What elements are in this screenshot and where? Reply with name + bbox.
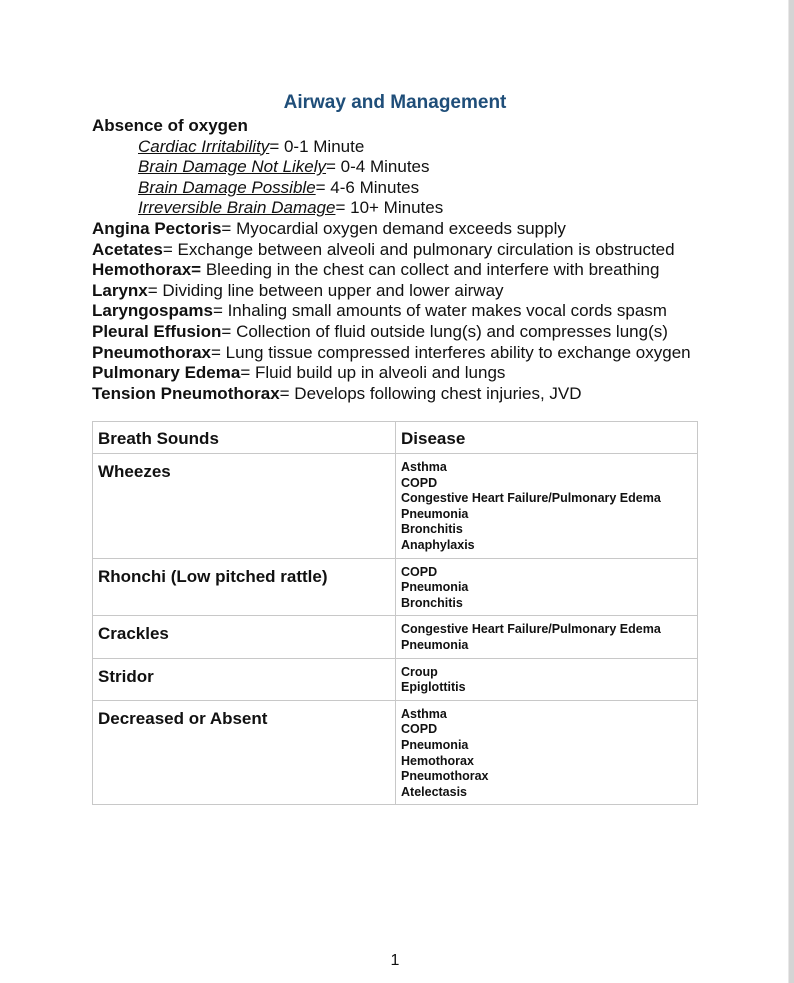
definition-term: Angina Pectoris (92, 218, 222, 238)
disease-item: COPD (401, 564, 438, 579)
definition-text: = Fluid build up in alveoli and lungs (240, 363, 506, 383)
definition-text: = Myocardial oxygen demand exceeds supply (221, 218, 566, 238)
definition (92, 301, 691, 322)
table-header-row (93, 422, 698, 454)
absence-term: Brain Damage Possible (138, 177, 316, 197)
disease-item: COPD (401, 722, 438, 737)
breath-sound: Decreased or Absent (93, 700, 396, 805)
disease-item: Epiglottitis (401, 680, 466, 695)
definition-term: Laryngospams (92, 301, 213, 321)
definition (92, 363, 691, 384)
header-breath-sounds: Breath Sounds (93, 422, 396, 454)
definition (92, 384, 691, 405)
document-body (92, 116, 691, 404)
page-number: 1 (390, 952, 400, 969)
disease-item: Pneumonia (401, 506, 469, 521)
disease-item: Atelectasis (401, 784, 468, 799)
disease-item: Bronchitis (401, 595, 463, 610)
disease-list (396, 700, 698, 805)
absence-term: Cardiac Irritability (138, 136, 270, 156)
definition (92, 240, 691, 261)
disease-item: Pneumonia (401, 737, 469, 752)
definition-text: = Collection of fluid outside lung(s) and compresses lung(s) (221, 321, 668, 341)
disease-item: COPD (401, 475, 438, 490)
definition-term: Tension Pneumothorax (92, 383, 280, 403)
disease-list (396, 454, 698, 559)
definition-text: = Inhaling small amounts of water makes vocal cords spasm (212, 301, 667, 321)
absence-item (92, 137, 691, 158)
definition (92, 281, 691, 302)
disease-item: Asthma (401, 460, 447, 474)
absence-term: Brain Damage Not Likely (138, 157, 327, 177)
definition-term: Pleural Effusion (92, 321, 222, 341)
absence-item (92, 198, 691, 219)
disease-item: Asthma (401, 706, 447, 721)
definition (92, 260, 691, 281)
disease-item: Anaphylaxis (401, 537, 475, 552)
disease-list (396, 658, 698, 700)
absence-item (92, 157, 691, 178)
disease-item: Pneumonia (401, 580, 469, 595)
definition-text: = Lung tissue compressed interferes ability to exchange oxygen (211, 342, 691, 362)
absence-value: = 0-1 Minute (269, 136, 365, 156)
page-title: Airway and Management (283, 92, 507, 113)
table-row (93, 616, 698, 658)
disease-item: Bronchitis (401, 522, 463, 537)
table-row (93, 558, 698, 616)
disease-item: Croup (401, 664, 438, 679)
table-row (93, 700, 698, 805)
breath-sounds-table (92, 421, 698, 805)
disease-item: Pneumothorax (401, 769, 489, 784)
absence-value: = 4-6 Minutes (315, 177, 420, 197)
breath-sound: Wheezes (93, 454, 396, 559)
disease-item: Congestive Heart Failure/Pulmonary Edema (401, 491, 661, 506)
disease-list (396, 558, 698, 616)
definition-text: = Exchange between alveoli and pulmonary circulation is obstructed (162, 239, 675, 259)
disease-list (396, 616, 698, 658)
table-row (93, 658, 698, 700)
absence-heading: Absence of oxygen (92, 116, 248, 135)
absence-value: = 10+ Minutes (335, 198, 444, 218)
absence-term: Irreversible Brain Damage (138, 198, 336, 218)
definition-text: = Develops following chest injuries, JVD (279, 383, 582, 403)
definition (92, 219, 691, 240)
header-disease: Disease (396, 422, 698, 454)
breath-sound: Stridor (93, 658, 396, 700)
breath-sound: Rhonchi (Low pitched rattle) (93, 558, 396, 616)
absence-value: = 0-4 Minutes (326, 157, 430, 177)
definition-term: Pneumothorax (92, 342, 212, 362)
definition-text: = Dividing line between upper and lower airway (147, 280, 504, 300)
absence-item (92, 178, 691, 199)
page-edge (788, 0, 794, 983)
definition-term: Pulmonary Edema (92, 363, 241, 383)
definition (92, 343, 691, 364)
definition-term: Larynx (92, 280, 148, 300)
disease-item: Pneumonia (401, 637, 469, 652)
definition-term: Hemothorax= (92, 260, 202, 280)
disease-item: Congestive Heart Failure/Pulmonary Edema (401, 622, 661, 637)
definition-text: Bleeding in the chest can collect and interfere with breathing (201, 260, 660, 280)
table-row (93, 454, 698, 559)
definition (92, 322, 691, 343)
disease-item: Hemothorax (401, 753, 474, 768)
definition-term: Acetates (92, 239, 163, 259)
breath-sound: Crackles (93, 616, 396, 658)
